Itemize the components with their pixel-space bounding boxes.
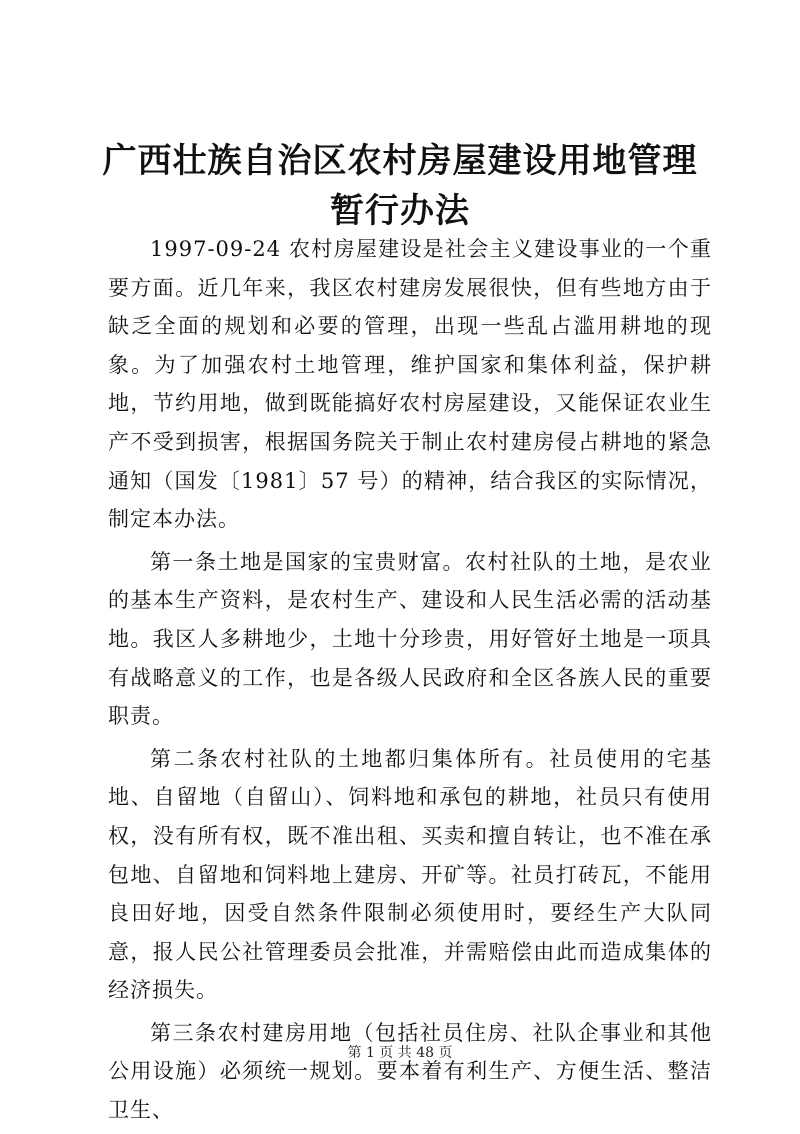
page-number-footer: 第 1 页 共 48 页 bbox=[347, 1045, 453, 1061]
paragraph-article-2: 第二条农村社队的土地都归集体所有。社员使用的宅基地、自留地（自留山）、饲料地和承包的耕地，社员只有使用权，没有所有权，既不准出租、买卖和擅自转让，也不准在承包地、自留地和饲料地上建房、开矿等。社员打砖瓦，不能用良田好地，因受自然条件限制必须使用时，要经生产大队同意，报人民公社管理委员会批准，并需赔偿由此而造成集体的经济损失。 bbox=[108, 746, 712, 1003]
document-title: 广西壮族自治区农村房屋建设用地管理暂行办法 bbox=[102, 141, 698, 231]
paragraph-article-3: 第三条农村建房用地（包括社员住房、社队企事业和其他公用设施）必须统一规划。要本着有利生产、方便生活、整洁卫生、 bbox=[108, 1020, 712, 1123]
document-body bbox=[108, 230, 712, 1134]
paragraph-article-1: 第一条土地是国家的宝贵财富。农村社队的土地，是农业的基本生产资料，是农村生产、建设和人民生活必需的活动基地。我区人多耕地少，土地十分珍贵，用好管好土地是一项具有战略意义的工作，也是各级人民政府和全区各族人民的重要职责。 bbox=[108, 549, 712, 729]
paragraph-preamble: 1997-09-24 农村房屋建设是社会主义建设事业的一个重要方面。近几年来，我区农村建房发展很快，但有些地方由于缺乏全面的规划和必要的管理，出现一些乱占滥用耕地的现象。为了加强农村土地管理，维护国家和集体利益，保护耕地，节约用地，做到既能搞好农村房屋建设，又能保证农业生产不受到损害，根据国务院关于制止农村建房侵占耕地的紧急通知（国发〔1981〕57 号）的精神，结合我区的实际情况，制定本办法。 bbox=[108, 237, 712, 532]
